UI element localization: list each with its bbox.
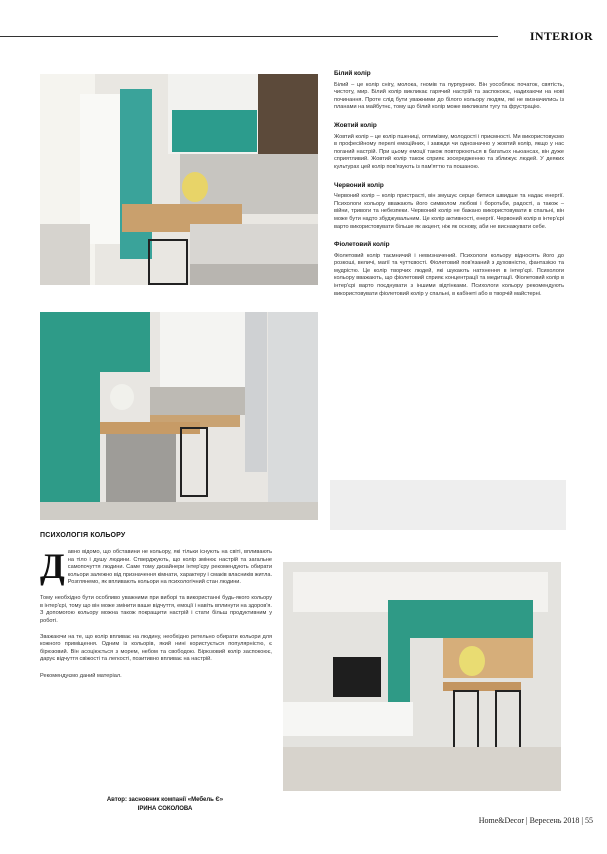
- heading-white: Білий колір: [334, 70, 371, 77]
- heading-violet: Фіолетовий колір: [334, 241, 390, 249]
- author-credit: [70, 796, 260, 814]
- paragraph-violet: Фіолетовий колір таємничий і невизначений. Психологи кольору відносять його до розкоші, величі, магії та чуттєвості. Фіолетовий пов'язаний з духовністю, фантазією та мудрістю. Це колір творчих людей, які шукають натхнення в інтер'єрі. Психологи кольору вважають, що фіолетовий сприяє концентрації та медитації. Фіолетовий колір в інтер'єрі варто поєднувати з іншими відтінками. Психологи кольору рекомендують використовувати фіолетовий колір у спальні, в кабінеті або в творчій майстерні.: [334, 252, 564, 297]
- intro-paragraph: Давно відомо, що обставини не кольору, які тільки існують на світі, впливають на тіло і душу людини. Стверджують, що колір змінює настрій та загальне самопочуття людини. Саме тому дизайнери інтер'єру рекомендують обирати кольори залежно від призначення кімнати, характеру і смаків власників житла. Розглянемо, як впливають кольори на психологічний стан людини.: [40, 546, 273, 587]
- header-rule: [0, 36, 498, 37]
- body-paragraph: Рекомендуємо даний матеріал.: [40, 672, 122, 679]
- page-footer: Home&Decor | Вересень 2018 | 55: [478, 816, 593, 825]
- heading-yellow: Жовтий колір: [334, 121, 377, 129]
- paragraph-yellow: Жовтий колір – це колір пшениці, оптимізму, молодості і приємності. Ми використовуємо в професійному перелі емоційних, і завжди чи однозначно у жовтий колір, якщо у нас поганий настрій. При цьому емоції також повторюються в багатьох ньюансах, він дуже сприятливий. Жовтий колір також сприяє зосередженню та зближує людей. У деяких культурах цей колір пов'язують із пам'яттю та пошаною.: [334, 133, 564, 170]
- author-name: ІРИНА СОКОЛОВА: [137, 806, 193, 812]
- kitchen-photo-2: [40, 312, 318, 520]
- left-text-column: [40, 532, 272, 689]
- heading-red: Червоний колір: [334, 181, 384, 189]
- paragraph-red: Червоний колір – колір пристрасті, він змушує серце битися швидше та надає енергії. Психологи кольору вважають його символом любові і боротьби, радості, а також – війни, тривоги та небезпеки. Червоний колір не бажано використовувати в спальні, він може бути надто збуджувальним. Це колір активності, енергії. Червоний колір в інтер'єрі варто використовувати більше як акцент, ніж як основу, аби не виснажувати себе.: [334, 193, 564, 230]
- section-title: INTERIOR: [529, 29, 593, 43]
- article-heading: ПСИХОЛОГІЯ КОЛЬОРУ: [40, 532, 126, 539]
- paragraph-white: Білий – це колір снігу, молока, гномів та пурпурних. Він уособлює початок, святість, чистоту, мир. Білий колір викликає гарячий настрій та заспокоює, надихаючи на нові починання. Проте слід бути уважними до білого кольору людям, які не визначились із планами на майбутнє, тому що білий колір може викликати тугу та фрустрацію.: [334, 81, 564, 111]
- author-role: Автор: засновник компанії «Мебель Є»: [106, 797, 224, 803]
- living-room-photo: [283, 562, 561, 791]
- gray-backdrop: [330, 480, 566, 530]
- kitchen-photo-1: [40, 74, 318, 285]
- dropcap: Д: [40, 546, 65, 587]
- body-paragraph: Тому необхідно бути особливо уважними при виборі та використанні будь-якого кольору в інтер'єрі, тому що він може змінити ваше відчуття, емоції і навіть вплинути на здоров'я. З допомогою кольору можна також покращити настрій і стати більш продуктивним у роботі.: [40, 595, 272, 624]
- right-text-column: [334, 70, 564, 308]
- body-paragraph: Зважаючи на те, що колір впливає на людину, необхідно ретельно обирати кольори для кожного приміщення. Одним із кольорів, який нині користується популярністю, є бірюзовий. Він асоціюється з морем, небом та свободою. Бірюзовий колір заспокоює, дарує відчуття свіжості та легкості, позитивно впливає на настрій.: [40, 634, 272, 663]
